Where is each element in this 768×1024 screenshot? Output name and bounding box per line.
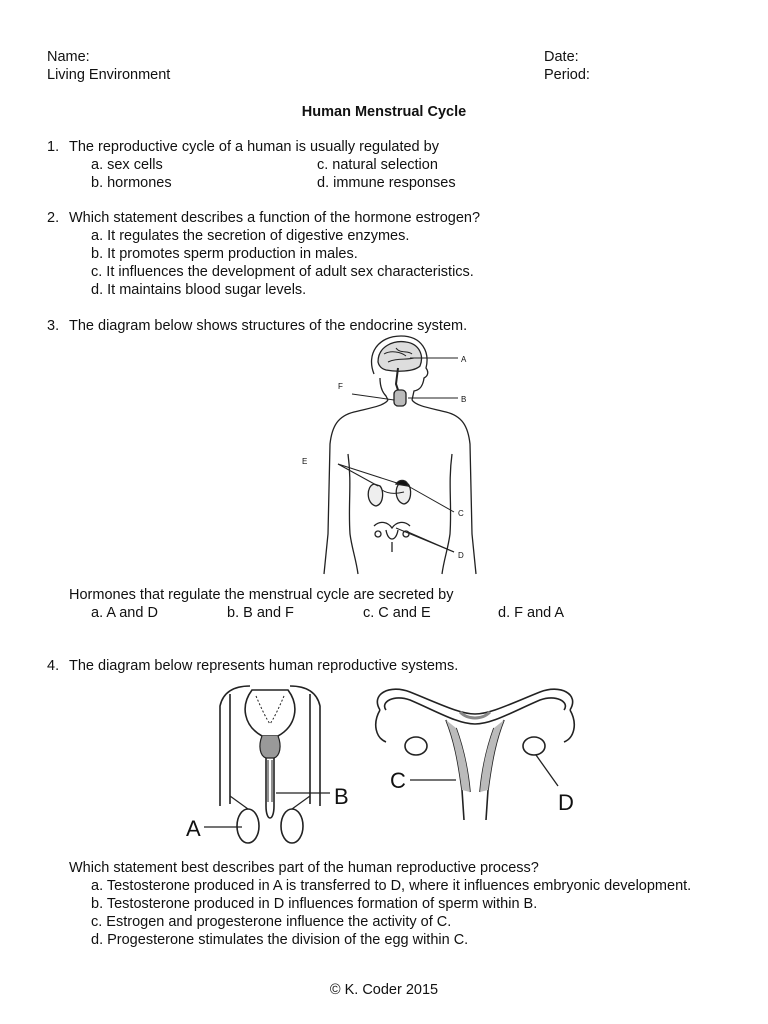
endocrine-label-c: C bbox=[458, 509, 464, 518]
question-4-prompt: Which statement best describes part of the human reproductive process? bbox=[69, 860, 539, 876]
male-reproductive-diagram bbox=[180, 676, 360, 846]
question-3-number: 3. bbox=[47, 318, 60, 334]
male-label-b: B bbox=[334, 784, 349, 809]
question-4-option-c: c. Estrogen and progesterone influence the activity of C. bbox=[91, 914, 452, 930]
question-2-text: Which statement describes a function of the hormone estrogen? bbox=[69, 210, 481, 226]
question-2-option-a: a. It regulates the secretion of digestive enzymes. bbox=[91, 228, 410, 244]
female-reproductive-diagram bbox=[360, 680, 590, 830]
question-3-option-c: c. C and E bbox=[363, 605, 431, 621]
endocrine-label-f: F bbox=[338, 382, 343, 391]
endocrine-label-b: B bbox=[461, 395, 467, 404]
question-1-option-a: a. sex cells bbox=[91, 157, 163, 173]
question-3-option-d: d. F and A bbox=[498, 605, 565, 621]
question-2-number: 2. bbox=[47, 210, 60, 226]
date-label: Date: bbox=[544, 49, 579, 65]
question-4-option-d: d. Progesterone stimulates the division of the egg within C. bbox=[91, 932, 469, 948]
question-4-number: 4. bbox=[47, 658, 60, 674]
question-3-option-b: b. B and F bbox=[227, 605, 294, 621]
endocrine-label-d: D bbox=[458, 551, 464, 560]
question-3-prompt: Hormones that regulate the menstrual cycle are secreted by bbox=[69, 587, 454, 603]
question-2-option-d: d. It maintains blood sugar levels. bbox=[91, 282, 307, 298]
endocrine-system-diagram bbox=[296, 334, 496, 579]
question-3-option-a: a. A and D bbox=[91, 605, 158, 621]
female-label-d: D bbox=[558, 790, 574, 815]
question-1-option-b: b. hormones bbox=[91, 175, 172, 191]
question-2-option-b: b. It promotes sperm production in males. bbox=[91, 246, 358, 262]
name-label: Name: bbox=[47, 49, 90, 65]
period-label: Period: bbox=[544, 67, 590, 83]
copyright-footer: © K. Coder 2015 bbox=[329, 982, 439, 998]
page-title: Human Menstrual Cycle bbox=[301, 104, 467, 120]
question-3-text: The diagram below shows structures of the endocrine system. bbox=[69, 318, 468, 334]
question-1-option-d: d. immune responses bbox=[317, 175, 456, 191]
course-label: Living Environment bbox=[47, 67, 171, 83]
question-4-text: The diagram below represents human reproductive systems. bbox=[69, 658, 459, 674]
endocrine-label-e: E bbox=[302, 457, 308, 466]
question-1-option-c: c. natural selection bbox=[317, 157, 438, 173]
female-label-c: C bbox=[390, 768, 406, 793]
question-4-option-a: a. Testosterone produced in A is transferred to D, where it influences embryonic development. bbox=[91, 878, 692, 894]
question-2-option-c: c. It influences the development of adult sex characteristics. bbox=[91, 264, 474, 280]
question-1-text: The reproductive cycle of a human is usually regulated by bbox=[69, 139, 439, 155]
question-4-option-b: b. Testosterone produced in D influences formation of sperm within B. bbox=[91, 896, 538, 912]
question-1-number: 1. bbox=[47, 139, 60, 155]
endocrine-label-a: A bbox=[461, 355, 467, 364]
male-label-a: A bbox=[186, 816, 201, 841]
